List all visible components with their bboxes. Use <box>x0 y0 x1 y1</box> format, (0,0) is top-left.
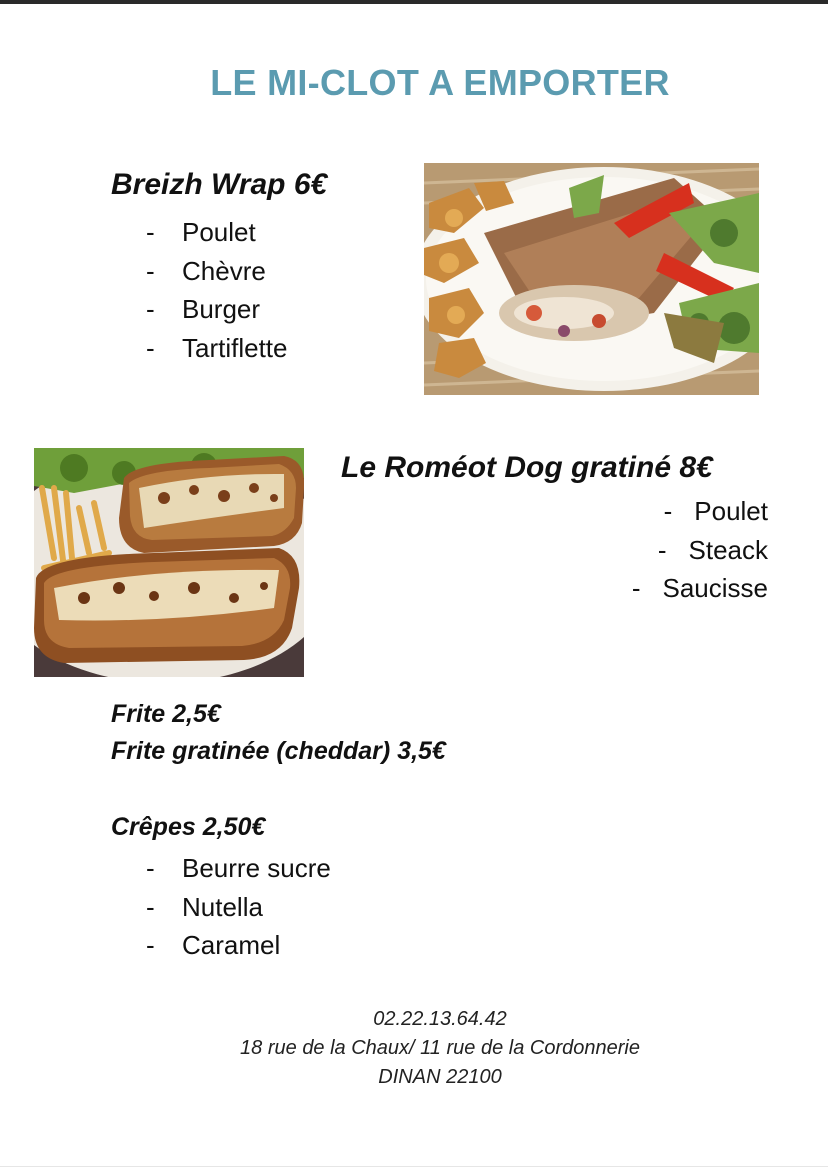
top-border <box>0 0 828 4</box>
dog-heading: Le Roméot Dog gratiné 8€ <box>341 451 713 484</box>
menu-title: LE MI-CLOT A EMPORTER <box>210 62 670 103</box>
street-address: 18 rue de la Chaux/ 11 rue de la Cordonnerie <box>240 1037 640 1059</box>
wrap-options-list <box>146 213 288 368</box>
list-item: - Beurre sucre <box>146 853 331 883</box>
list-item: - Caramel <box>146 930 281 961</box>
list-item: - Burger <box>146 294 261 325</box>
hotdog-photo <box>34 448 304 677</box>
contact-footer <box>0 1005 828 1092</box>
hotdog-photo-illustration <box>34 448 304 677</box>
list-item: - Poulet <box>146 217 256 247</box>
phone-number: 02.22.13.64.42 <box>373 1008 507 1030</box>
list-item: - Chèvre <box>146 255 266 286</box>
list-item: - Saucisse <box>631 573 768 604</box>
list-item: - Tartiflette <box>146 333 288 364</box>
city-postcode: DINAN 22100 <box>378 1066 502 1088</box>
list-item: - Nutella <box>146 891 263 922</box>
frite-price: Frite 2,5€ <box>111 700 221 728</box>
wrap-heading: Breizh Wrap 6€ <box>111 168 328 201</box>
bottom-divider <box>0 1166 828 1167</box>
wrap-photo <box>424 163 759 395</box>
crepes-options-list <box>146 849 331 965</box>
list-item: - Steack <box>657 534 768 565</box>
dog-options-list <box>580 492 768 608</box>
list-item: - Poulet <box>663 496 768 526</box>
crepes-heading: Crêpes 2,50€ <box>111 813 266 841</box>
frite-gratinee-price: Frite gratinée (cheddar) 3,5€ <box>111 737 446 765</box>
wrap-photo-illustration <box>424 163 759 395</box>
